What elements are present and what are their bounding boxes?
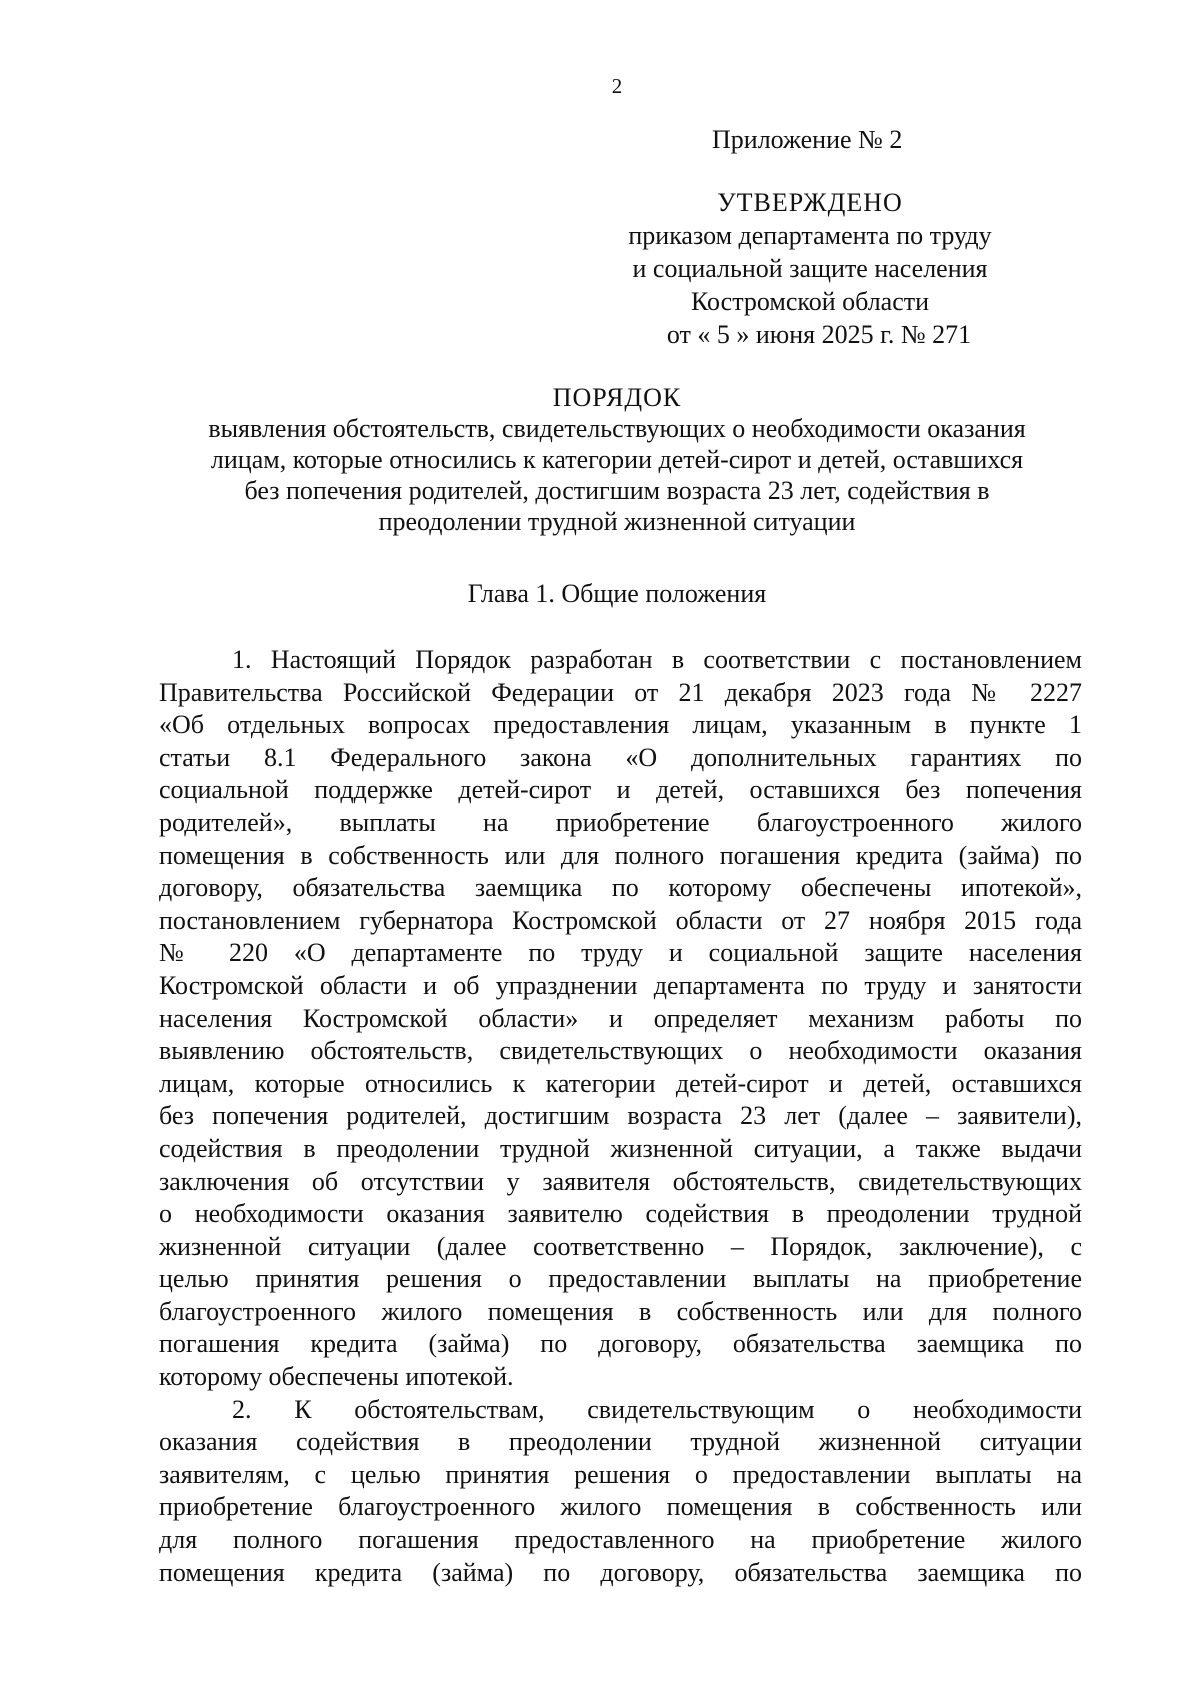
paragraph-1-line: 1. Настоящий Порядок разработан в соответствии с постановлением xyxy=(232,645,1082,674)
approval-block xyxy=(590,186,1030,351)
paragraph-1-line: содействия в преодолении трудной жизненной ситуации, а также выдачи xyxy=(159,1133,1082,1163)
paragraph-2-line: приобретение благоустроенного жилого помещения в собственность или xyxy=(159,1492,1082,1522)
approval-heading: УТВЕРЖДЕНО xyxy=(717,188,903,217)
title-heading: ПОРЯДОК xyxy=(552,383,682,412)
paragraph-1-line: целью принятия решения о предоставлении выплаты на приобретение xyxy=(159,1264,1082,1294)
paragraph-1-line: помещения в собственность или для полного погашения кредита (займа) по xyxy=(159,840,1082,870)
paragraph-1-line: погашения кредита (займа) по договору, обязательства заемщика по xyxy=(159,1329,1082,1359)
paragraph-1-line: заключения об отсутствии у заявителя обстоятельств, свидетельствующих xyxy=(159,1166,1082,1196)
approval-line: и социальной защите населения xyxy=(632,254,988,283)
paragraph-1-line: «Об отдельных вопросах предоставления лицам, указанным в пункте 1 xyxy=(159,710,1082,740)
paragraph-1-line: постановлением губернатора Костромской области от 27 ноября 2015 года xyxy=(159,905,1082,935)
approval-date-line: от « 5 » июня 2025 г. № 271 xyxy=(666,320,972,349)
paragraph-2-line: заявителям, с целью принятия решения о предоставлении выплаты на xyxy=(159,1459,1082,1489)
paragraph-1-line: статьи 8.1 Федерального закона «О дополнительных гарантиях по xyxy=(159,742,1082,772)
page-number: 2 xyxy=(611,74,623,98)
paragraph-1-line: без попечения родителей, достигшим возраста 23 лет (далее – заявители), xyxy=(159,1101,1082,1131)
paragraph-1-line: лицам, которые относились к категории детей-сирот и детей, оставшихся xyxy=(159,1068,1082,1098)
title-line: лицам, которые относились к категории детей-сирот и детей, оставшихся xyxy=(210,445,1024,474)
paragraph-2-line: помещения кредита (займа) по договору, обязательства заемщика по xyxy=(159,1557,1082,1587)
title-line: без попечения родителей, достигшим возраста 23 лет, содействия в xyxy=(244,476,990,505)
paragraph-1-line: населения Костромской области» и определяет механизм работы по xyxy=(159,1003,1082,1033)
paragraph-1-line: благоустроенного жилого помещения в собственность или для полного xyxy=(159,1296,1082,1326)
title-line: выявления обстоятельств, свидетельствующих о необходимости оказания xyxy=(208,414,1026,443)
paragraph-2-line: 2. К обстоятельствам, свидетельствующим о необходимости xyxy=(232,1394,1082,1424)
paragraph-1-line: Правительства Российской Федерации от 21 декабря 2023 года № 2227 xyxy=(159,677,1082,707)
paragraph-1-line: социальной поддержке детей-сирот и детей, оставшихся без попечения xyxy=(159,775,1082,805)
paragraph-1-line: № 220 «О департаменте по труду и социальной защите населения xyxy=(159,938,1082,968)
paragraph-2-line: для полного погашения предоставленного на приобретение жилого xyxy=(159,1525,1082,1555)
body-text xyxy=(159,644,1082,1589)
paragraph-1-line: о необходимости оказания заявителю содействия в преодолении трудной xyxy=(159,1199,1082,1229)
paragraph-1-line: родителей», выплаты на приобретение благоустроенного жилого xyxy=(159,807,1082,837)
title-line: преодолении трудной жизненной ситуации xyxy=(378,507,856,536)
approval-line: Костромской области xyxy=(690,287,930,316)
paragraph-1-line: выявлению обстоятельств, свидетельствующих о необходимости оказания xyxy=(159,1036,1082,1066)
approval-line: приказом департамента по труду xyxy=(628,221,992,250)
paragraph-2-line: оказания содействия в преодолении трудной жизненной ситуации xyxy=(159,1427,1082,1457)
document-title xyxy=(150,382,1084,537)
paragraph-1-line: договору, обязательства заемщика по которому обеспечены ипотекой», xyxy=(159,873,1082,903)
chapter-heading: Глава 1. Общие положения xyxy=(467,579,767,608)
paragraph-1-line: которому обеспечены ипотекой. xyxy=(159,1362,514,1392)
paragraph-1-line: жизненной ситуации (далее соответственно – Порядок, заключение), с xyxy=(159,1231,1082,1261)
appendix-label: Приложение № 2 xyxy=(712,125,903,154)
paragraph-1-line: Костромской области и об упразднении департамента по труду и занятости xyxy=(159,970,1082,1000)
